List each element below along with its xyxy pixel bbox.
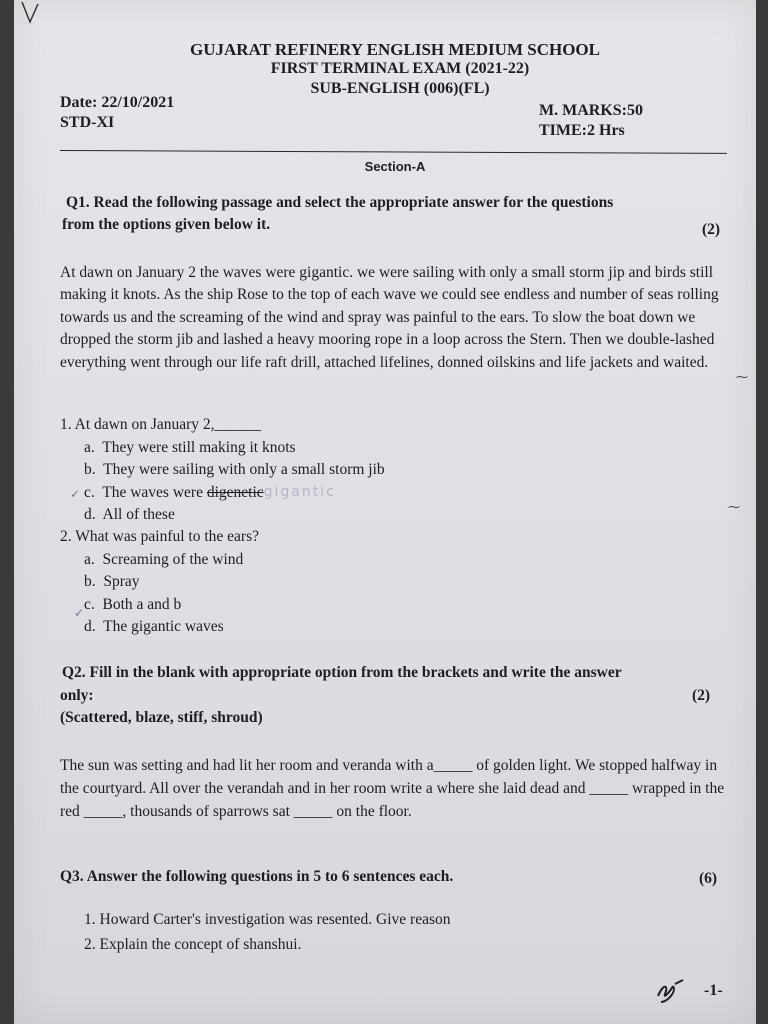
- q1-1-option-d: [84, 506, 175, 524]
- option-label: b.: [84, 461, 96, 478]
- q1-1-option-b: [84, 461, 385, 479]
- school-name: GUJARAT REFINERY ENGLISH MEDIUM SCHOOL: [190, 40, 600, 59]
- option-text: They were sailing with only a small storm jib: [103, 461, 385, 478]
- q1-marks: (2): [702, 221, 721, 238]
- q1-2-option-a: [84, 551, 243, 569]
- option-label: d.: [84, 618, 96, 635]
- q1-heading-line1: Q1. Read the following passage and select the appropriate answer for the questions: [66, 194, 614, 211]
- standard: STD-XI: [60, 114, 115, 131]
- struck-word: digenetic: [206, 484, 264, 501]
- initials-signature: [655, 978, 685, 1004]
- option-text: The gigantic waves: [103, 618, 224, 635]
- q2-marks: (2): [692, 687, 711, 704]
- subject-title: SUB-ENGLISH (006)(FL): [310, 80, 490, 97]
- exam-date: Date: 22/10/2021: [60, 94, 175, 111]
- option-text: All of these: [102, 506, 175, 523]
- pencil-tick-mark: ✓: [70, 487, 81, 501]
- edge-dash-mark: ⁓: [736, 370, 748, 384]
- exam-title: FIRST TERMINAL EXAM (2021-22): [270, 60, 530, 77]
- option-text: Spray: [103, 573, 140, 590]
- option-label: c.: [84, 484, 95, 501]
- edge-dash-mark: ⁓: [728, 500, 740, 514]
- pen-stroke-mark: [8, 0, 44, 40]
- option-text: They were still making it knots: [102, 439, 296, 456]
- page-number: -1-: [704, 982, 723, 999]
- pencil-tick-mark: ✓: [74, 606, 85, 620]
- q2-passage: The sun was setting and had lit her room and veranda with a_____ of golden light. We stopped halfway in the courtyard. All over the verandah and in her room write a where she laid dead and _____ wrapped in the red _____, thousands of sparrows sat _____ on the floor.: [60, 757, 725, 820]
- q1-1-option-a: [84, 439, 296, 457]
- option-label: a.: [84, 551, 95, 568]
- max-marks: M. MARKS:50: [539, 102, 643, 119]
- pencil-correction: gigantic: [263, 484, 336, 500]
- option-text: Both a and b: [102, 596, 182, 613]
- q1-2-option-b: [84, 573, 140, 591]
- q1-question-1: 1. At dawn on January 2,______: [60, 416, 262, 433]
- q1-2-option-c: [84, 596, 181, 614]
- q3-heading: Q3. Answer the following questions in 5 to 6 sentences each.: [60, 868, 454, 885]
- option-label: b.: [84, 573, 96, 590]
- option-label: a.: [84, 439, 95, 456]
- option-label: c.: [84, 596, 95, 613]
- option-label: d.: [84, 506, 96, 523]
- q3-marks: (6): [699, 870, 718, 887]
- q2-heading-line1: Q2. Fill in the blank with appropriate option from the brackets and write the answer: [62, 664, 622, 681]
- q1-question-2: 2. What was painful to the ears?: [60, 528, 259, 545]
- q1-heading-line2: from the options given below it.: [62, 216, 271, 233]
- q2-word-options: (Scattered, blaze, stiff, shroud): [60, 709, 263, 726]
- q3-question-2: 2. Explain the concept of shanshui.: [84, 936, 302, 953]
- q1-2-option-d: [84, 618, 224, 636]
- option-text: The waves were: [102, 484, 207, 501]
- section-label: Section-A: [364, 159, 426, 174]
- q1-1-option-c: [84, 484, 336, 502]
- option-text: Screaming of the wind: [102, 551, 244, 568]
- q1-passage: At dawn on January 2 the waves were gigantic. we were sailing with only a small storm jip and birds still making it knots. As the ship Rose to the top of each wave we could see endless and number of seas rolling towards us and the screaming of the wind and spray was painful to the ears. To slow the boat down we dropped the storm jib and lashed a heavy mooring rope in a loop across the Stern. Then we double-lashed everything went through our life raft drill, attached lifelines, donned oilskins and life jackets and waited.: [60, 264, 719, 371]
- exam-time: TIME:2 Hrs: [539, 122, 625, 139]
- q2-heading-line2: only:: [60, 687, 94, 704]
- q3-question-1: 1. Howard Carter's investigation was resented. Give reason: [84, 911, 451, 928]
